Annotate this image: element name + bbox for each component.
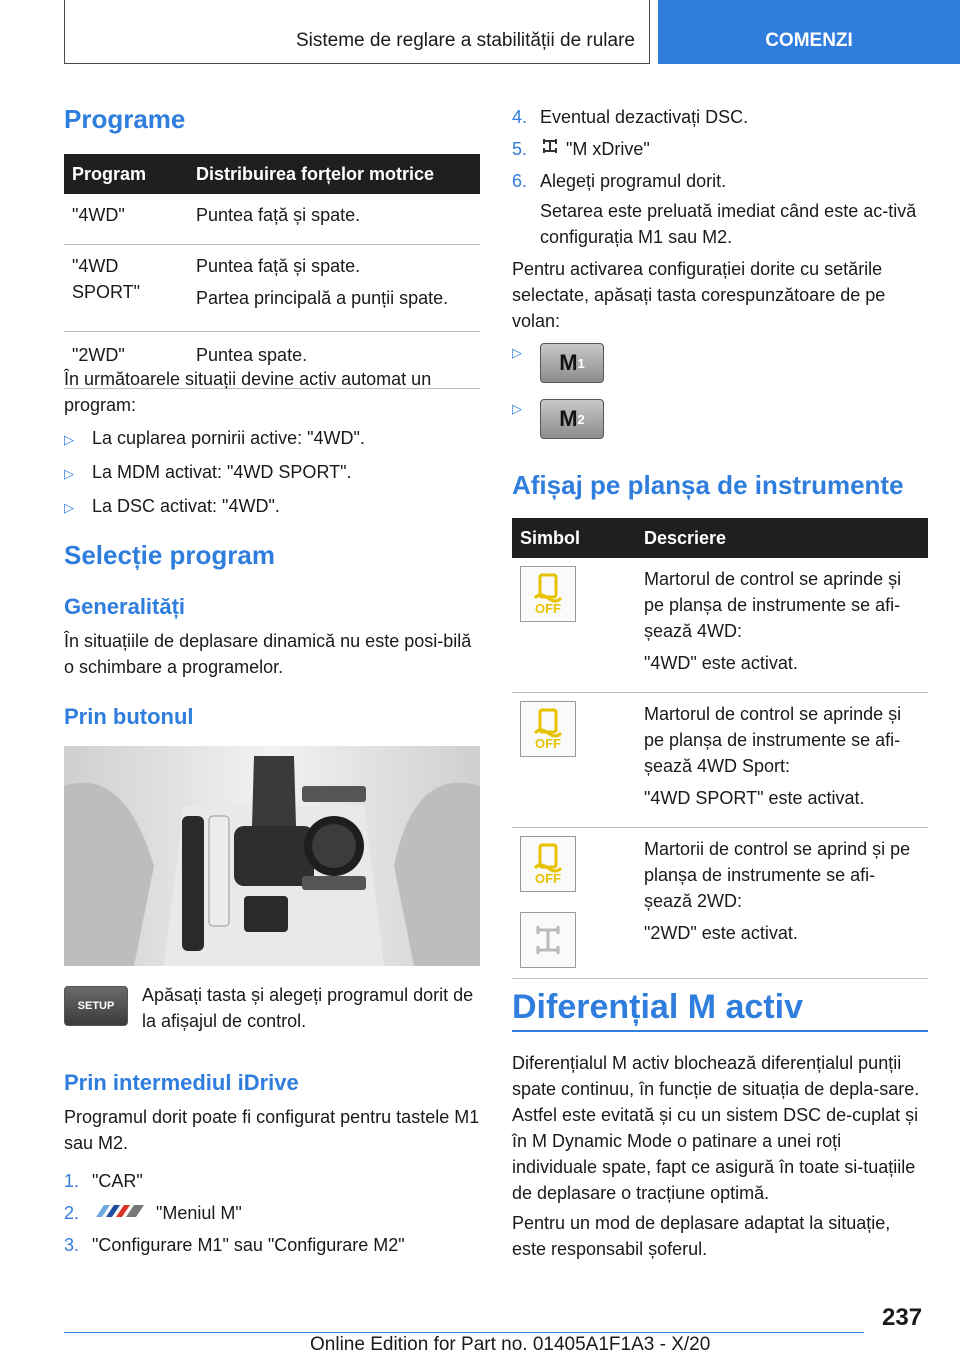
list-item: ▷ La DSC activat: "4WD". <box>64 493 474 521</box>
col-descriere: Descriere <box>636 518 928 558</box>
desc-cell: Puntea față și spate. Partea principală a punții spate. <box>188 245 480 332</box>
triangle-bullet-icon: ▷ <box>512 401 522 416</box>
auto-intro: În următoarele situații devine activ automat un program: <box>64 369 432 415</box>
header-box <box>64 0 650 64</box>
table-row <box>64 194 480 245</box>
traction-off-icon <box>520 701 576 757</box>
generalitati-heading: Generalități <box>64 594 186 619</box>
svg-text:OFF: OFF <box>535 601 561 616</box>
heading-rule <box>512 1030 928 1032</box>
idrive-steps <box>64 1168 480 1258</box>
desc-cell: Puntea față și spate. <box>188 194 480 245</box>
footer-rule <box>64 1332 864 1333</box>
diferential-heading: Diferențial M activ <box>512 988 803 1026</box>
activate-text: Pentru activarea configurației dorite cu setările selectate, apăsați tasta corespunzătoare de pe volan: <box>512 259 886 331</box>
auto-list <box>64 425 474 521</box>
triangle-bullet-icon: ▷ <box>64 432 74 447</box>
prin-butonul-heading: Prin butonul <box>64 704 194 729</box>
console-illustration <box>64 746 480 966</box>
svg-text:OFF: OFF <box>535 871 561 886</box>
desc-cell: Puntea spate. <box>188 332 480 389</box>
list-item: ▷ La MDM activat: "4WD SPORT". <box>64 459 474 487</box>
program-table <box>64 154 480 389</box>
console-photo <box>64 746 480 966</box>
rear-wheel-drive-icon <box>520 912 576 968</box>
triangle-bullet-icon: ▷ <box>512 345 522 360</box>
svg-text:OFF: OFF <box>535 736 561 751</box>
xdrive-icon <box>540 137 560 155</box>
list-item: 5. "M xDrive" <box>512 139 650 159</box>
setup-button-icon: SETUP <box>64 986 128 1026</box>
traction-off-icon <box>520 566 576 622</box>
list-item: 4. Eventual dezactivați DSC. <box>512 107 749 127</box>
table-row: OFF Martorii de control se aprind și pe planșa de instrumente se afi-șează 2WD: "2WD" este activat. <box>512 828 928 979</box>
selectie-heading: Selecție program <box>64 540 275 570</box>
program-cell: "2WD" <box>64 332 188 389</box>
list-item: 6. Alegeți programul dorit. <box>512 171 727 191</box>
symbol-table <box>512 518 928 979</box>
table-row: OFF Martorul de control se aprinde și pe planșa de instrumente se afi-șează 4WD: "4WD" este activat. <box>512 558 928 693</box>
col-distribution: Distribuirea forțelor motrice <box>188 154 480 194</box>
step6-note: Setarea este preluată imediat când este ac-tivă configurația M1 sau M2. <box>540 201 917 247</box>
list-item: 3. "Configurare M1" sau "Configurare M2" <box>64 1235 405 1255</box>
section-title: Sisteme de reglare a stabilității de rulare <box>295 30 635 51</box>
idrive-text: Programul dorit poate fi configurat pentru tastele M1 sau M2. <box>64 1107 480 1153</box>
page-number: 237 <box>882 1304 923 1331</box>
idrive-heading: Prin intermediul iDrive <box>64 1070 299 1095</box>
triangle-bullet-icon: ▷ <box>64 500 74 515</box>
traction-off-icon <box>520 836 576 892</box>
list-item: 2. "Meniul M" <box>64 1203 242 1223</box>
generalitati-text: În situațiile de deplasare dinamică nu este posi-bilă o schimbare a programelor. <box>64 631 472 677</box>
chapter-tab[interactable]: COMENZI <box>658 0 960 64</box>
m2-button-icon: M 2 <box>540 399 604 439</box>
diferential-text-2: Pentru un mod de deplasare adaptat la situație, este responsabil șoferul. <box>512 1213 891 1259</box>
programe-heading: Programe <box>64 104 186 134</box>
triangle-bullet-icon: ▷ <box>64 466 74 481</box>
list-item: ▷ La cuplarea pornirii active: "4WD". <box>64 425 474 453</box>
table-row: OFF Martorul de control se aprinde și pe planșa de instrumente se afi-șează 4WD Sport: "4WD SPORT" este activat. <box>512 693 928 828</box>
list-item: 1. "CAR" <box>64 1171 143 1191</box>
m-stripes-icon <box>92 1203 148 1219</box>
m1-button-icon: M 1 <box>540 343 604 383</box>
right-steps <box>512 104 928 194</box>
col-simbol: Simbol <box>512 518 636 558</box>
footer-edition: Online Edition for Part no. 01405A1F1A3 - X/20 <box>310 1334 711 1355</box>
diferential-text-1: Diferențialul M activ blochează diferențialul punții spate continuu, în funcție de situația de depla-sare. Astfel este evitată și cu un sistem DSC de-cuplat și în M Dynamic Mode o patinare a unei roți individuale spate, fapt ce asigură în toate si-tuațiile de deplasare o tracțiune optimă. <box>512 1053 920 1203</box>
program-cell: "4WD" <box>64 194 188 245</box>
program-cell: "4WD SPORT" <box>64 245 188 332</box>
table-row <box>64 245 480 332</box>
col-program: Program <box>64 154 188 194</box>
afisaj-heading: Afișaj pe planșa de instrumente <box>512 470 904 500</box>
setup-text: Apăsați tasta și alegeți programul dorit de la afișajul de control. <box>142 985 474 1031</box>
